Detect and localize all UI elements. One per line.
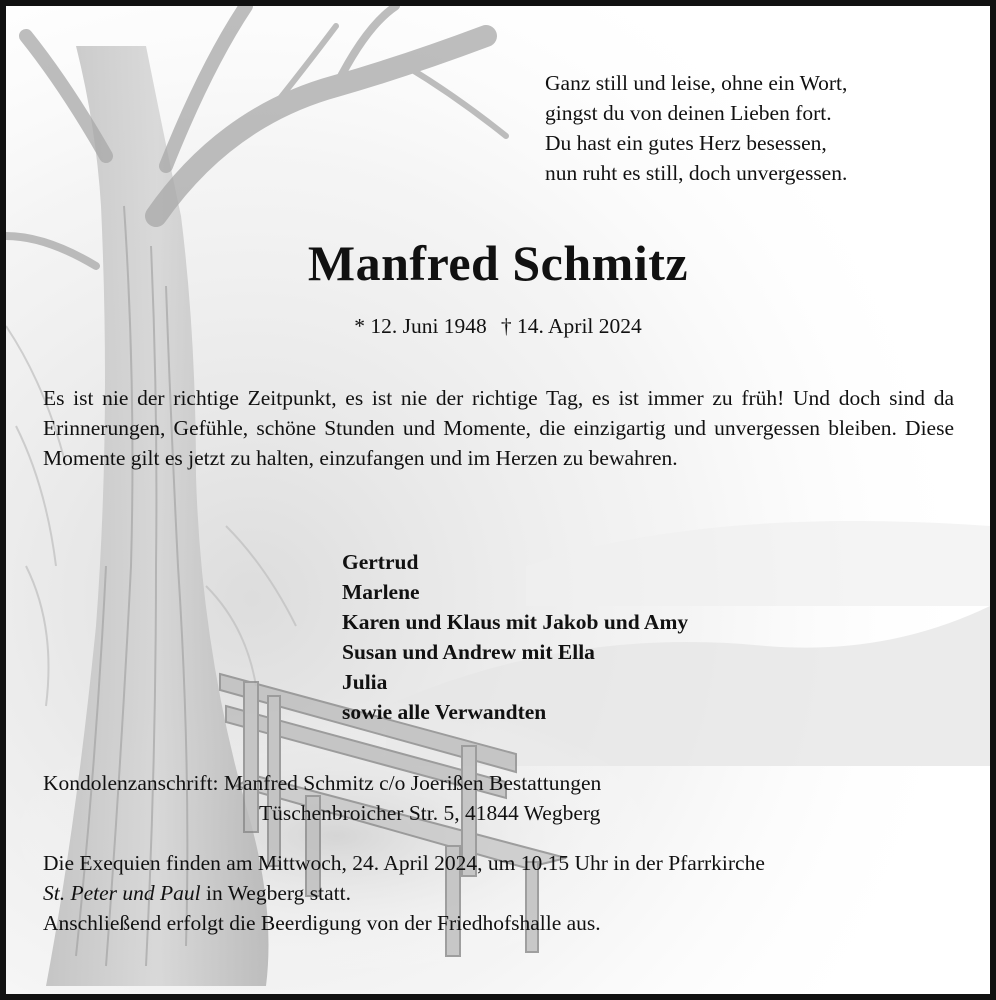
service-line: Die Exequien finden am Mittwoch, 24. April 2024, um 10.15 Uhr in der Pfarrkirche	[43, 851, 765, 875]
condolence-street: Tüschenbroicher Str. 5, 41844 Wegberg	[259, 801, 601, 825]
service-info	[43, 848, 954, 938]
family-member: Julia	[342, 670, 388, 694]
family-member: sowie alle Verwandten	[342, 700, 547, 724]
service-location: in Wegberg statt.	[200, 881, 351, 905]
memorial-text: Es ist nie der richtige Zeitpunkt, es ist nie der richtige Tag, es ist immer zu früh! Und doch sind da Erinnerungen, Gefühle, schöne Stunden und Momente, die einzigartig und unvergessen bleiben. Diese Momente gilt es jetzt zu halten, einzufangen und im Herzen zu bewahren.	[43, 386, 954, 470]
deceased-name: Manfred Schmitz	[307, 235, 689, 291]
poem-line: Ganz still und leise, ohne ein Wort,	[545, 71, 848, 95]
poem-line: nun ruht es still, doch unvergessen.	[545, 161, 848, 185]
poem	[545, 68, 965, 188]
church-name: St. Peter und Paul	[43, 881, 201, 905]
family-member: Susan und Andrew mit Ella	[342, 640, 595, 664]
family-member: Marlene	[342, 580, 420, 604]
family-member: Karen und Klaus mit Jakob und Amy	[342, 610, 689, 634]
birth-date: * 12. Juni 1948	[354, 314, 487, 338]
poem-line: gingst du von deinen Lieben fort.	[545, 101, 832, 125]
poem-line: Du hast ein gutes Herz besessen,	[545, 131, 827, 155]
service-line	[43, 878, 954, 908]
family-member: Gertrud	[342, 550, 419, 574]
condolence-address	[43, 768, 954, 828]
burial-line: Anschließend erfolgt die Beerdigung von der Friedhofshalle aus.	[43, 911, 601, 935]
life-dates	[6, 314, 990, 339]
family-list	[342, 547, 902, 727]
condolence-line: Kondolenzanschrift: Manfred Schmitz c/o Joerißen Bestattungen	[43, 771, 602, 795]
death-date: † 14. April 2024	[500, 314, 642, 338]
